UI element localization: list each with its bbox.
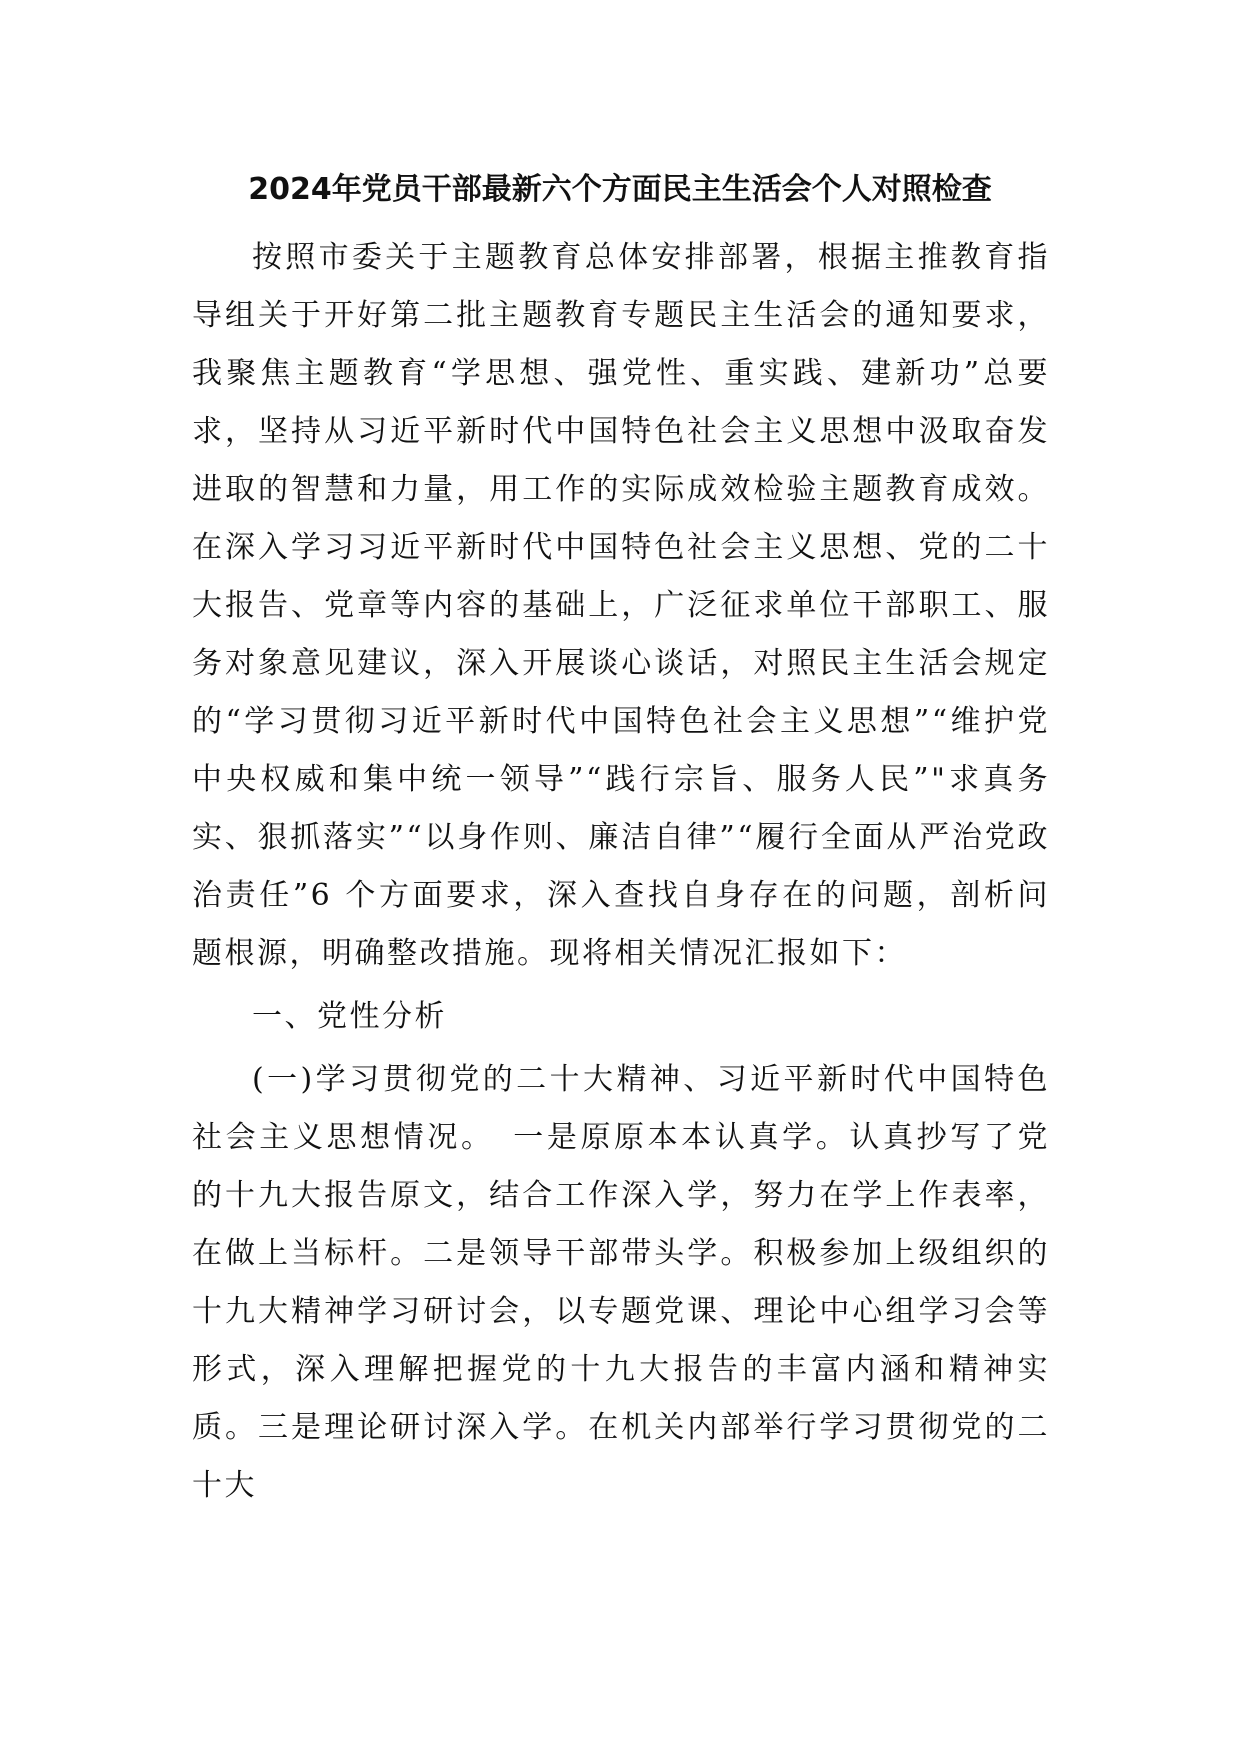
intro-paragraph: 按照市委关于主题教育总体安排部署，根据主推教育指导组关于开好第二批主题教育专题民主生活会的通知要求，我聚焦主题教育“学思想、强党性、重实践、建新功”总要求，坚持从习近平新时代中国特色社会主义思想中汲取奋发进取的智慧和力量，用工作的实际成效检验主题教育成效。在深入学习习近平新时代中国特色社会主义思想、党的二十大报告、党章等内容的基础上，广泛征求单位干部职工、服务对象意见建议，深入开展谈心谈话，对照民主生活会规定的“学习贯彻习近平新时代中国特色社会主义思想”“维护党中央权威和集中统一领导”“践行宗旨、服务人民”"求真务实、狠抓落实”“以身作则、廉洁自律”“履行全面从严治党政治责任”6 个方面要求，深入查找自身存在的问题，剖析问题根源，明确整改措施。现将相关情况汇报如下：	[192, 240, 1050, 971]
subsection-paragraph: (一)学习贯彻党的二十大精神、习近平新时代中国特色社会主义思想情况。 一是原原本本认真学。认真抄写了党的十九大报告原文，结合工作深入学，努力在学上作表率，在做上当标杆。二是领导干部带头学。积极参加上级组织的十九大精神学习研讨会，以专题党课、理论中心组学习会等形式，深入理解把握党的十九大报告的丰富内涵和精神实质。三是理论研讨深入学。在机关内部举行学习贯彻党的二十大	[192, 1062, 1050, 1503]
document-body	[192, 229, 1050, 1515]
document-title: 2024年党员干部最新六个方面民主生活会个人对照检查	[248, 172, 992, 207]
section-heading: 一、党性分析	[252, 999, 447, 1034]
